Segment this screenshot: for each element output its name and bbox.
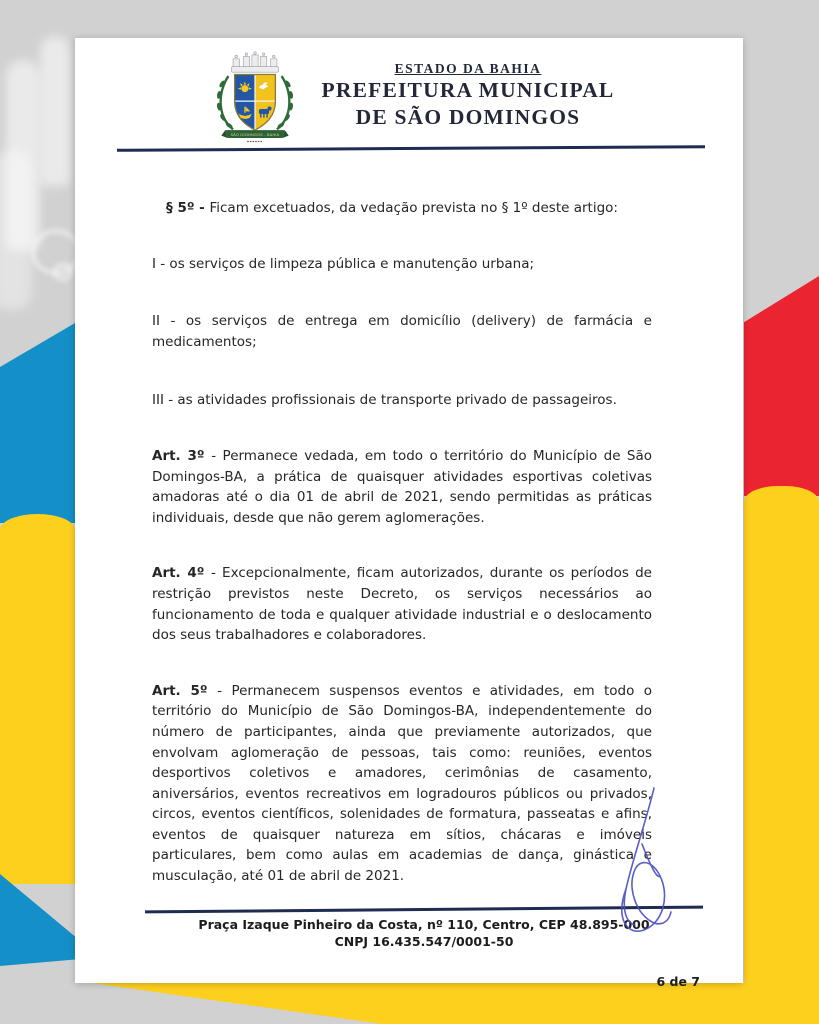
chess-pieces-watermark xyxy=(0,150,32,310)
crest-banner-label: SÃO DOMINGOS - BAHIA xyxy=(230,133,279,138)
chess-pieces-watermark xyxy=(52,262,74,282)
paragraph-item-1 xyxy=(152,254,652,275)
document-page xyxy=(75,38,743,989)
paragraph-text: - Excepcionalmente, ficam autorizados, durante os períodos de restrição previstos neste Decreto, os serviços necessários ao funcionamento de toda e qualquer atividade industrial e o deslocamento dos seus trabalhadores e colaboradores. xyxy=(152,565,652,644)
chess-pieces-watermark xyxy=(40,36,70,186)
paragraph-5-sec xyxy=(152,198,652,219)
right-yellow-bar xyxy=(744,486,819,1024)
header-title-block xyxy=(322,51,615,131)
mural-crown-icon xyxy=(231,52,278,72)
page-title: PREFEITURA MUNICIPAL xyxy=(321,78,615,102)
left-blue-bar xyxy=(0,323,75,523)
page-title-2: DE SÃO DOMINGOS xyxy=(355,104,581,129)
footer-address: Praça Izaque Pinheiro da Costa, nº 110, Centro, CEP 48.895-000 xyxy=(198,917,650,932)
paragraph-text: II - os serviços de entrega em domicílio (delivery) de farmácia e medicamentos; xyxy=(152,313,652,350)
signature-scribble xyxy=(612,786,678,932)
ribbon-banner xyxy=(221,130,288,141)
paragraph-prefix: § 5º - xyxy=(166,200,210,216)
paragraph-item-3 xyxy=(152,390,652,411)
paragraph-prefix: Art. 4º xyxy=(152,565,211,582)
right-red-bar xyxy=(744,276,819,496)
state-line: ESTADO DA BAHIA xyxy=(394,61,542,76)
left-yellow-bar xyxy=(0,514,75,884)
paragraph-prefix: Art. 3º xyxy=(152,447,212,464)
footer-cnpj: CNPJ 16.435.547/0001-50 xyxy=(334,934,514,949)
paragraph-prefix: Art. 5º xyxy=(152,682,218,699)
paragraph-art-4 xyxy=(152,563,652,645)
page-number: 6 de 7 xyxy=(656,974,700,989)
decree-text xyxy=(75,145,743,887)
document-header xyxy=(75,38,743,145)
paragraph-art-5 xyxy=(152,681,652,887)
paragraph-item-2 xyxy=(152,311,652,352)
paragraph-text: I - os serviços de limpeza pública e manutenção urbana; xyxy=(152,255,535,272)
coat-of-arms xyxy=(204,51,306,145)
left-blue-wedge xyxy=(0,874,75,966)
paragraph-text: III - as atividades profissionais de transporte privado de passageiros. xyxy=(152,392,617,409)
paragraph-text: Ficam excetuados, da vedação prevista no § 1º deste artigo: xyxy=(209,200,618,216)
paragraph-text: - Permanecem suspensos eventos e atividades, em todo o território do Município de São Domingos-BA, independentemente do número de participantes, ainda que previamente autorizados, que envolvam aglomeração de pessoas, tais como: reuniões, eventos desportivos coletivos e amadores, cerimônias de casamento, aniversários, eventos recreativos em logradouros públicos ou privados, circos, eventos científicos, solenidades de formatura, passeatas e afins, eventos de quaisquer natureza em sítios, chácaras e imóveis particulares, bem como aulas em academias de dança, ginástica e musculação, até 01 de abril de 2021. xyxy=(152,682,652,885)
paragraph-art-3 xyxy=(152,446,652,528)
paragraph-text: - Permanece vedada, em todo o território do Município de São Domingos-BA, a prática de quaisquer atividades esportivas coletivas amadoras até o dia 01 de abril de 2021, sendo permitidas as práticas individuais, desde que não gerem aglomerações. xyxy=(152,447,652,526)
